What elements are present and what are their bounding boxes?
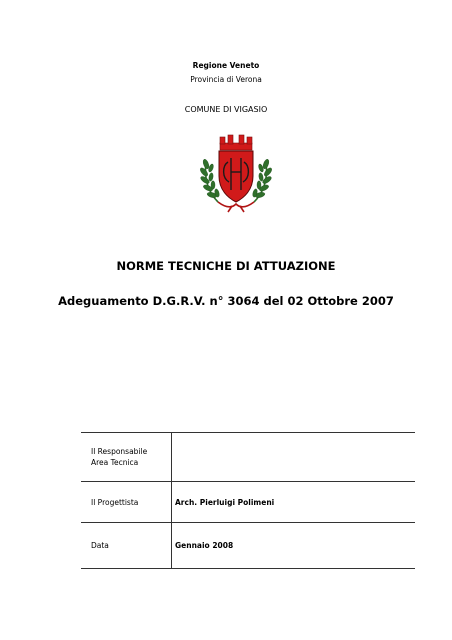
laurel-branch-right xyxy=(252,158,273,202)
responsabile-label-line1: Il Responsabile xyxy=(91,447,148,456)
laurel-branch-left xyxy=(199,158,220,202)
region-label: Regione Veneto xyxy=(192,61,260,70)
province-label: Provincia di Verona xyxy=(190,75,262,84)
comune-label: COMUNE DI VIGASIO xyxy=(184,105,268,114)
responsabile-value xyxy=(172,433,416,482)
crown xyxy=(220,135,252,150)
document-subtitle: Adeguamento D.G.R.V. n° 3064 del 02 Ottobre 2007 xyxy=(58,294,394,308)
table-row xyxy=(81,433,415,482)
document-title: NORME TECNICHE DI ATTUAZIONE xyxy=(116,259,336,273)
ribbon xyxy=(218,202,254,212)
progettista-label: Il Progettista xyxy=(81,482,172,523)
municipal-coat-of-arms-icon xyxy=(198,132,274,214)
responsabile-label xyxy=(81,433,172,482)
data-value: Gennaio 2008 xyxy=(172,523,416,569)
data-label: Data xyxy=(81,523,172,569)
progettista-value: Arch. Pierluigi Polimeni xyxy=(172,482,416,523)
responsabile-label-line2: Area Tecnica xyxy=(91,458,139,467)
info-table xyxy=(81,432,415,569)
table-row xyxy=(81,523,415,569)
table-row xyxy=(81,482,415,523)
